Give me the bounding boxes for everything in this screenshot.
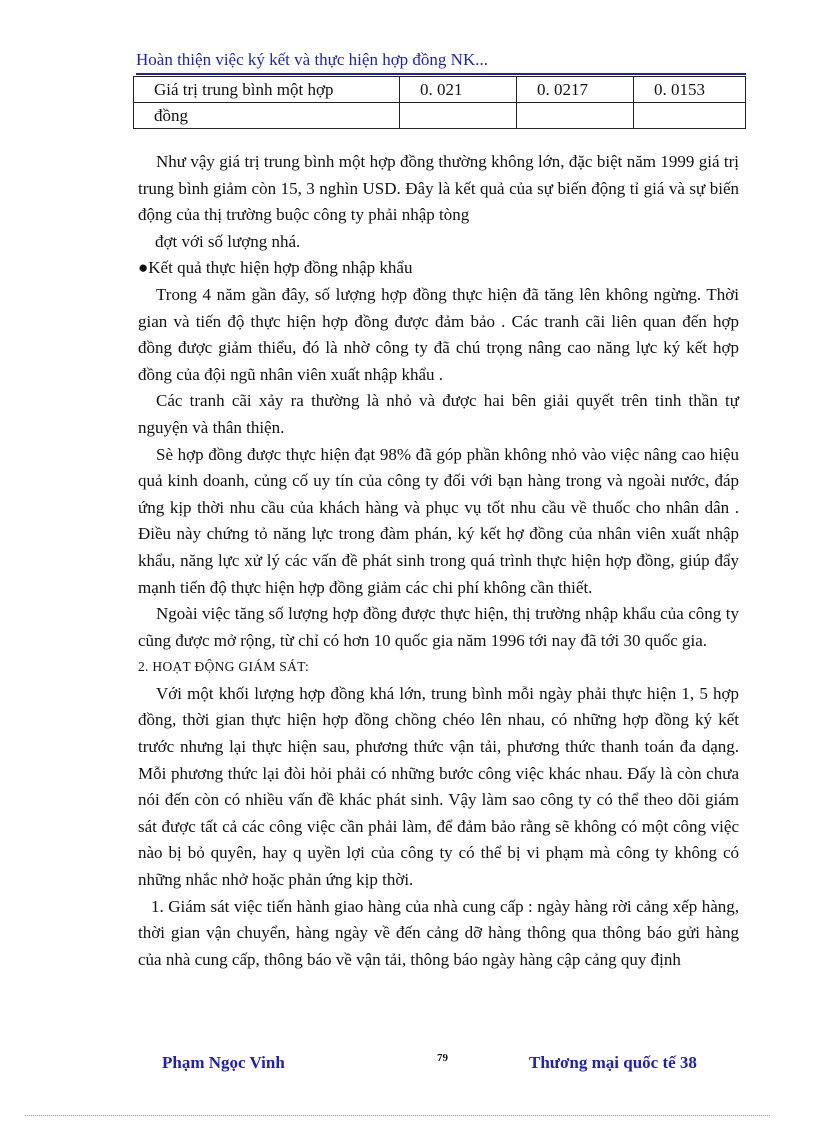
table-cell: [400, 103, 517, 129]
table-cell: đồng: [134, 103, 400, 129]
paragraph: Giám sát việc tiến hành giao hàng của nhà cung cấp : ngày hàng rời cảng xếp hàng, thời gian vận chuyển, hàng ngày về đến cảng dỡ hàng thông qua thông báo gửi hàng của nhà cung cấp, thông báo về vận tải, thông báo ngày hàng cập cảng quy định: [138, 896, 740, 969]
table-cell: [517, 103, 634, 129]
bullet-heading: [138, 255, 739, 282]
footer-author: Phạm Ngọc Vinh: [162, 1053, 285, 1072]
table-cell: 0. 0153: [634, 77, 746, 103]
paragraph: Trong 4 năm gần đây, số lượng hợp đồng thực hiện đã tăng lên không ngừng. Thời gian và tiến độ thực hiện hợp đồng được đảm bảo . Các tranh cãi liên quan đến hợp đồng được giảm thiểu, đó là nhờ công ty đã chú trọng nâng cao năng lực ký kết hợp đồng của đội ngũ nhân viên xuất nhập khẩu .: [138, 284, 739, 384]
paragraph: Với một khối lượng hợp đồng khá lớn, trung bình mỗi ngày phải thực hiện 1, 5 hợp đồng, thời gian thực hiện hợp đồng chồng chéo lên nhau, có những hợp đồng ký kết trước nhưng lại thực hiện sau, phương thức vận tải, phương thức thanh toán đa dạng. Mỗi phương thức lại đòi hỏi phải có những bước công việc khác nhau. Đấy là còn chưa nói đến còn có nhiều vấn đề khác phát sinh. Vậy làm sao công ty có thể theo dõi giám sát được tất cả các công việc cần phải làm, để đảm bảo rằng sẽ không có một công việc nào bị bỏ quyên, hay q uyền lợi của công ty có thể bị vi phạm mà công ty không có những nhắc nhở hoặc phản ứng kịp thời.: [138, 683, 739, 890]
paragraph: Sè hợp đồng được thực hiện đạt 98% đã góp phần không nhỏ vào việc nâng cao hiệu quả kinh doanh, củng cố uy tín của công ty đối với bạn hàng trong và ngoài nước, đáp ứng kịp thời nhu cầu của khách hàng và phục vụ tốt nhu cầu về thuốc cho nhân dân . Điều này chứng tỏ năng lực trong đàm phán, ký kết hợ đồng của nhân viên xuất nhập khẩu, năng lực xử lý các vấn đề phát sinh trong quá trình thực hiện hợp đồng, giúp đẩy mạnh tiến độ thực hiện hợp đồng giảm các chi phí không cần thiết.: [138, 444, 739, 597]
footer-course: Thương mại quốc tế 38: [529, 1053, 697, 1072]
table-cell: [634, 103, 746, 129]
stats-table: [133, 76, 746, 129]
header-rule: [136, 73, 746, 75]
table-cell: Giá trị trung bình một hợp: [134, 77, 400, 103]
bullet-icon: ●: [138, 258, 149, 278]
table-row: [134, 77, 746, 103]
table-cell: 0. 021: [400, 77, 517, 103]
body-text: [138, 149, 739, 973]
section-heading: 2. HOẠT ĐỘNG GIÁM SÁT:: [138, 659, 310, 675]
page-footer: [0, 1053, 816, 1077]
numbered-paragraph: [138, 894, 739, 974]
footer-rule: [25, 1115, 770, 1116]
list-number: 1.: [151, 896, 164, 916]
running-header: Hoàn thiện việc ký kết và thực hiện hợp đồng NK...: [136, 50, 488, 69]
paragraph: Như vậy giá trị trung bình một hợp đồng thường không lớn, đặc biệt năm 1999 giá trị trung bình giảm còn 15, 3 nghìn USD. Đây là kết quả của sự biến động tỉ giá và sự biến động của thị trường buộc công ty phải nhập tòng: [138, 152, 739, 225]
table-cell: 0. 0217: [517, 77, 634, 103]
paragraph: đợt với số lượng nhá.: [155, 231, 301, 251]
bullet-text: Kết quả thực hiện hợp đồng nhập khẩu: [148, 258, 413, 278]
table-row: [134, 103, 746, 129]
paragraph: Ngoài việc tăng số lượng hợp đồng được thực hiện, thị trường nhập khẩu của công ty cũng được mở rộng, từ chỉ có hơn 10 quốc gia năm 1996 tới nay đã tới 30 quốc gia.: [138, 604, 739, 650]
page-number: 79: [437, 1052, 448, 1064]
paragraph: Các tranh cãi xảy ra thường là nhỏ và được hai bên giải quyết trên tinh thần tự nguyện và thân thiện.: [138, 391, 739, 437]
